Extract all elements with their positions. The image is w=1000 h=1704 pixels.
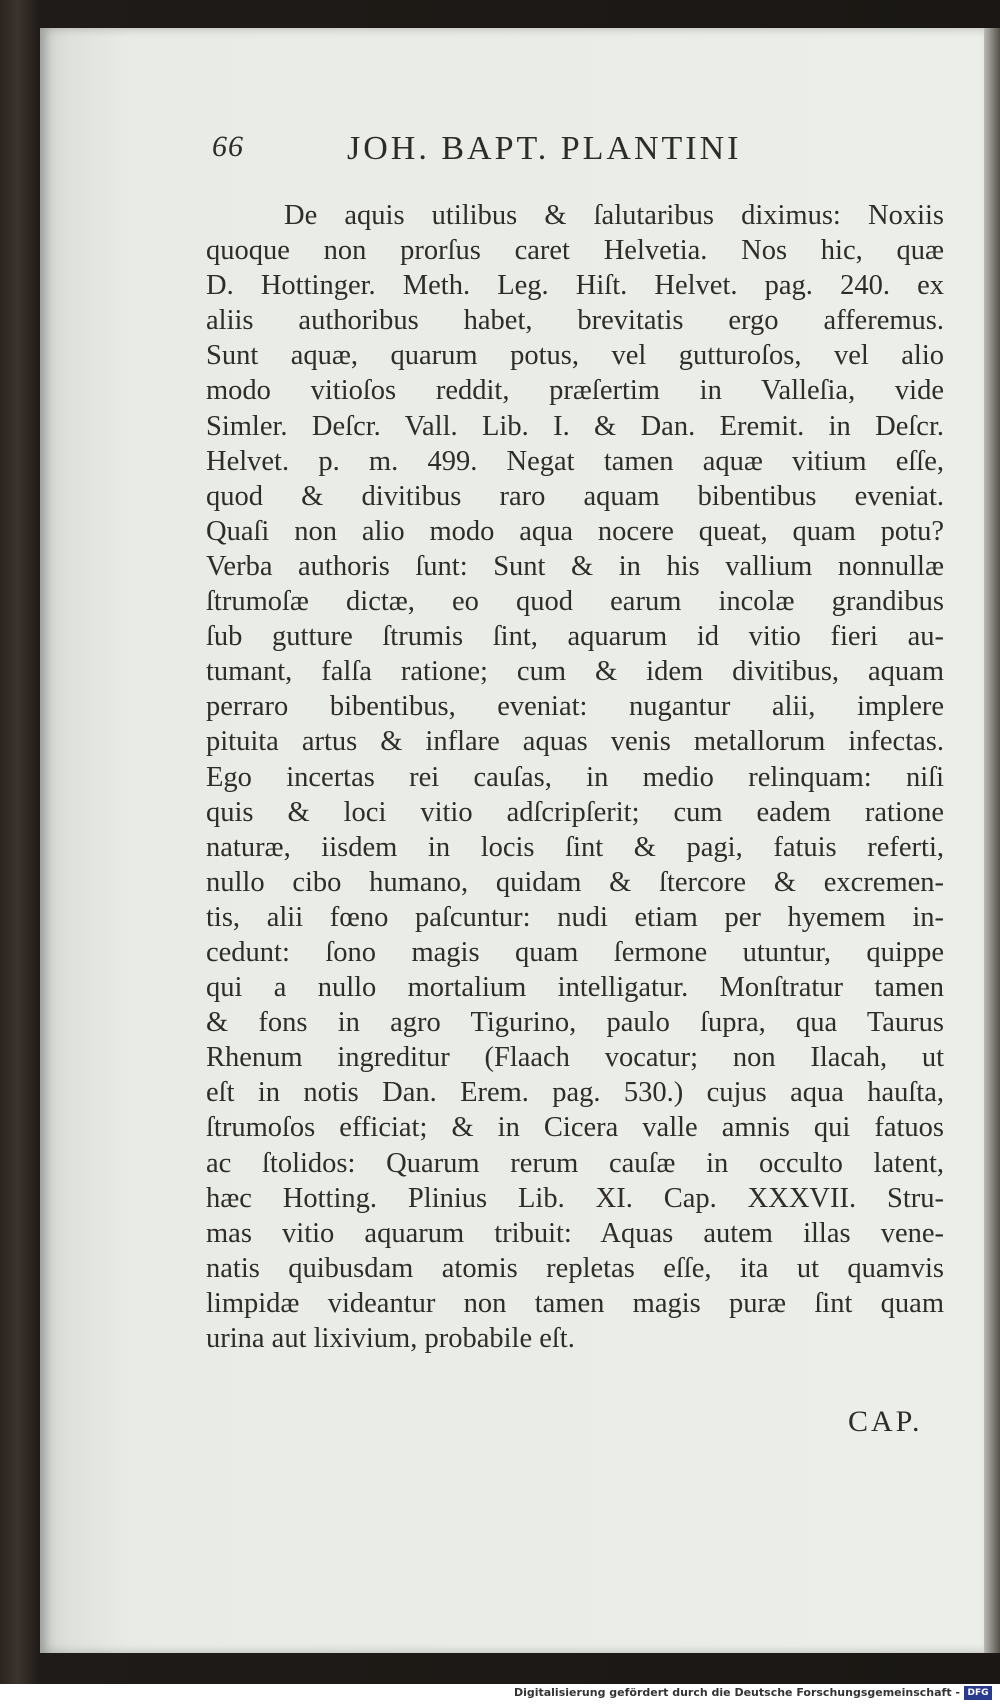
footer-credit: Digitalisierung gefördert durch die Deutsche Forschungsgemeinschaft - bbox=[513, 1686, 960, 1699]
text-line: naturæ, iisdem in locis ſint & pagi, fatuis referti, bbox=[206, 831, 944, 863]
text-line: ſub gutture ſtrumis ſint, aquarum id vitio fieri au- bbox=[206, 621, 944, 653]
text-line: quis & loci vitio adſcripſerit; cum eadem ratione bbox=[206, 796, 944, 828]
text-line: perraro bibentibus, eveniat: nugantur alii, implere bbox=[206, 691, 944, 723]
text-line: cedunt: ſono magis quam ſermone utuntur, quippe bbox=[206, 936, 944, 968]
running-title: JOH. BAPT. PLANTINI bbox=[347, 130, 742, 167]
text-line: De aquis utilibus & ſalutaribus diximus: Noxiis bbox=[284, 200, 944, 231]
text-line: hæc Hotting. Plinius Lib. XI. Cap. XXXVII. Stru- bbox=[206, 1182, 944, 1214]
body-text bbox=[206, 198, 944, 1356]
text-line: nullo cibo humano, quidam & ſtercore & excremen- bbox=[206, 866, 944, 898]
text-line: quoque non prorſus caret Helvetia. Nos hic, quæ bbox=[206, 235, 944, 267]
text-line: Rhenum ingreditur (Flaach vocatur; non Ilacah, ut bbox=[206, 1042, 944, 1074]
text-line: Ego incertas rei cauſas, in medio relinquam: niſi bbox=[206, 761, 944, 793]
text-line: Simler. Deſcr. Vall. Lib. I. & Dan. Eremit. in Deſcr. bbox=[206, 410, 944, 442]
text-line: ac ſtolidos: Quarum rerum cauſæ in occulto latent, bbox=[206, 1147, 944, 1179]
text-line: & fons in agro Tigurino, paulo ſupra, qua Taurus bbox=[206, 1007, 944, 1039]
text-line: Sunt aquæ, quarum potus, vel gutturoſos, vel alio bbox=[206, 340, 944, 372]
text-line: quod & divitibus raro aquam bibentibus eveniat. bbox=[206, 480, 944, 512]
text-line: Helvet. p. m. 499. Negat tamen aquæ vitium eſſe, bbox=[206, 445, 944, 477]
text-line: Quaſi non alio modo aqua nocere queat, quam potu? bbox=[206, 515, 944, 547]
catchword: CAP. bbox=[848, 1405, 923, 1438]
page-number: 66 bbox=[212, 130, 244, 163]
text-line: D. Hottinger. Meth. Leg. Hiſt. Helvet. pag. 240. ex bbox=[206, 270, 944, 302]
text-line: ſtrumoſæ dictæ, eo quod earum incolæ grandibus bbox=[206, 586, 944, 618]
text-line: tis, alii fœno paſcuntur: nudi etiam per hyemem in- bbox=[206, 901, 944, 933]
text-line: limpidæ videantur non tamen magis puræ ſint quam bbox=[206, 1287, 944, 1319]
footer-strip bbox=[0, 1684, 1000, 1704]
text-line: Verba authoris ſunt: Sunt & in his vallium nonnullæ bbox=[206, 550, 944, 582]
text-line: pituita artus & inflare aquas venis metallorum infectas. bbox=[206, 726, 944, 758]
page-header bbox=[212, 130, 802, 176]
text-line: ſtrumoſos efficiat; & in Cicera valle amnis qui fatuos bbox=[206, 1112, 944, 1144]
text-line: mas vitio aquarum tribuit: Aquas autem illas vene- bbox=[206, 1217, 944, 1249]
text-line: natis quibusdam atomis repletas eſſe, ita ut quamvis bbox=[206, 1252, 944, 1284]
dfg-logo: DFG bbox=[964, 1686, 992, 1700]
text-line: tumant, falſa ratione; cum & idem divitibus, aquam bbox=[206, 656, 944, 688]
text-line: urina aut lixivium, probabile eſt. bbox=[206, 1323, 575, 1354]
text-line: modo vitioſos reddit, præſertim in Valleſia, vide bbox=[206, 375, 944, 407]
page-edge bbox=[984, 28, 1000, 1653]
text-line: aliis authoribus habet, brevitatis ergo afferemus. bbox=[206, 305, 944, 337]
text-line: qui a nullo mortalium intelligatur. Monſtratur tamen bbox=[206, 972, 944, 1004]
text-line: eſt in notis Dan. Erem. pag. 530.) cujus aqua hauſta, bbox=[206, 1077, 944, 1109]
